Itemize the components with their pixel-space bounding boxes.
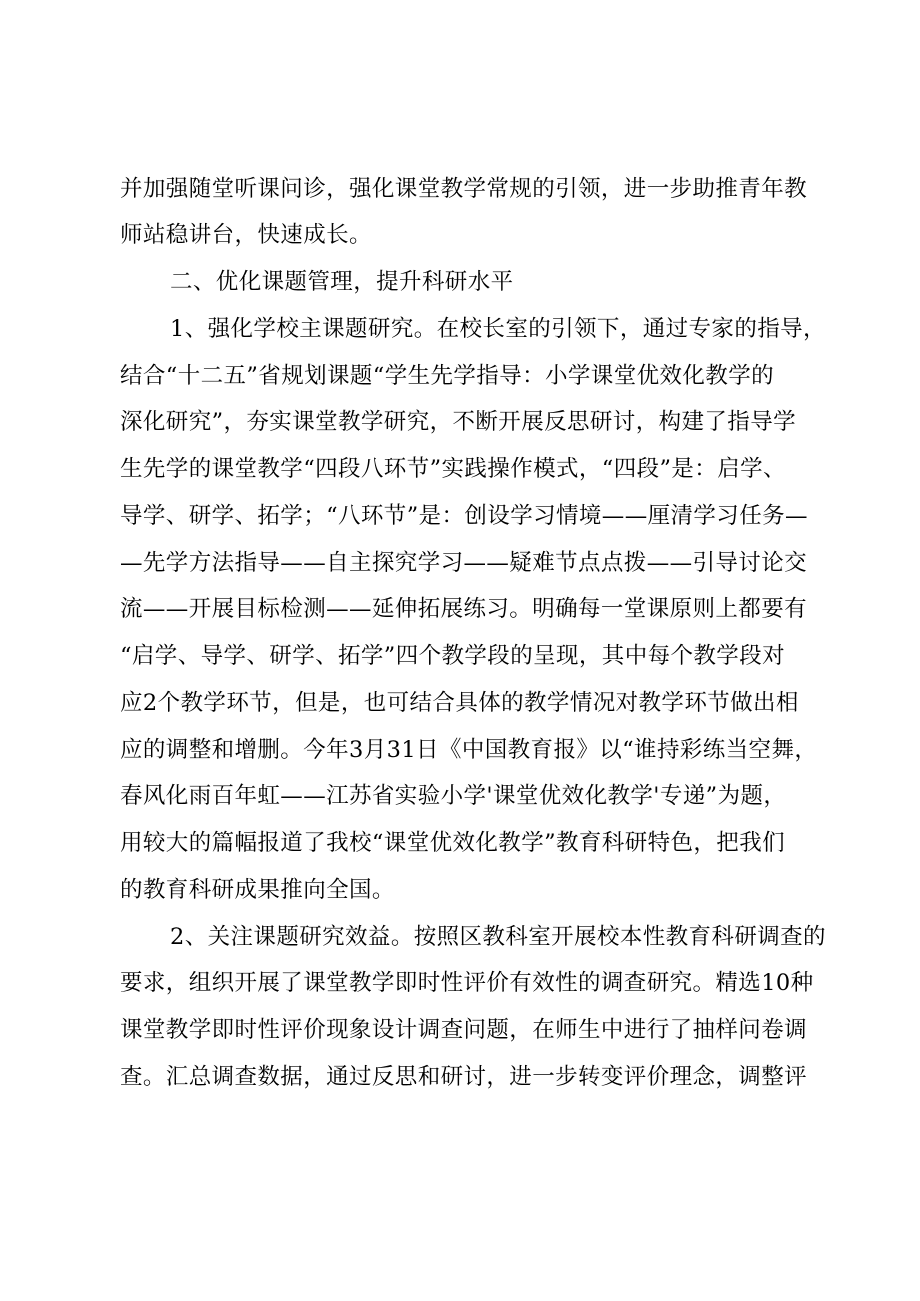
section-heading: 二、优化课题管理，提升科研水平 [170, 269, 514, 295]
body-text-line: 1、强化学校主课题研究。在校长室的引领下，通过专家的指导， [170, 316, 826, 342]
body-text-line: 深化研究”，夯实课堂教学研究，不断开展反思研讨，构建了指导学 [120, 409, 797, 435]
body-text-line: 课堂教学即时性评价现象设计调查问题，在师生中进行了抽样问卷调 [120, 1017, 808, 1043]
body-text-line: 查。汇总调查数据，通过反思和研讨，进一步转变评价理念，调整评 [120, 1064, 808, 1090]
body-text-line: 2、关注课题研究效益。按照区教科室开展校本性教育科研调查的 [170, 924, 826, 950]
body-text-line: 要求，组织开展了课堂教学即时性评价有效性的调查研究。精选10种 [120, 970, 814, 996]
body-text-line: 结合“十二五”省规划课题“学生先学指导：小学课堂优效化教学的 [120, 363, 775, 389]
body-text-line: 生先学的课堂教学“四段八环节”实践操作模式，“四段”是：启学、 [120, 456, 786, 482]
body-text-line: “启学、导学、研学、拓学”四个教学段的呈现，其中每个教学段对 [120, 643, 786, 669]
body-text-line: 应2个教学环节，但是，也可结合具体的教学情况对教学环节做出相 [120, 690, 799, 716]
body-text-line: 并加强随堂听课问诊，强化课堂教学常规的引领，进一步助推青年教 [120, 176, 808, 202]
body-text-line: 春风化雨百年虹——江苏省实验小学'课堂优效化教学'专递”为题， [120, 783, 787, 809]
body-text-line: 导学、研学、拓学；“八环节”是：创设学习情境——厘清学习任务— [120, 503, 808, 529]
body-text-line: 的教育科研成果推向全国。 [120, 877, 395, 903]
body-text-line: 用较大的篇幅报道了我校“课堂优效化教学”教育科研特色，把我们 [120, 830, 786, 856]
body-text-line: 师站稳讲台，快速成长。 [120, 222, 372, 248]
body-text-line: 应的调整和增删。今年3月31日《中国教育报》以“谁持彩练当空舞， [120, 737, 818, 763]
body-text-line: —先学方法指导——自主探究学习——疑难节点点拨——引导讨论交 [120, 550, 808, 576]
body-text-line: 流——开展目标检测——延伸拓展练习。明确每一堂课原则上都要有 [120, 596, 808, 622]
